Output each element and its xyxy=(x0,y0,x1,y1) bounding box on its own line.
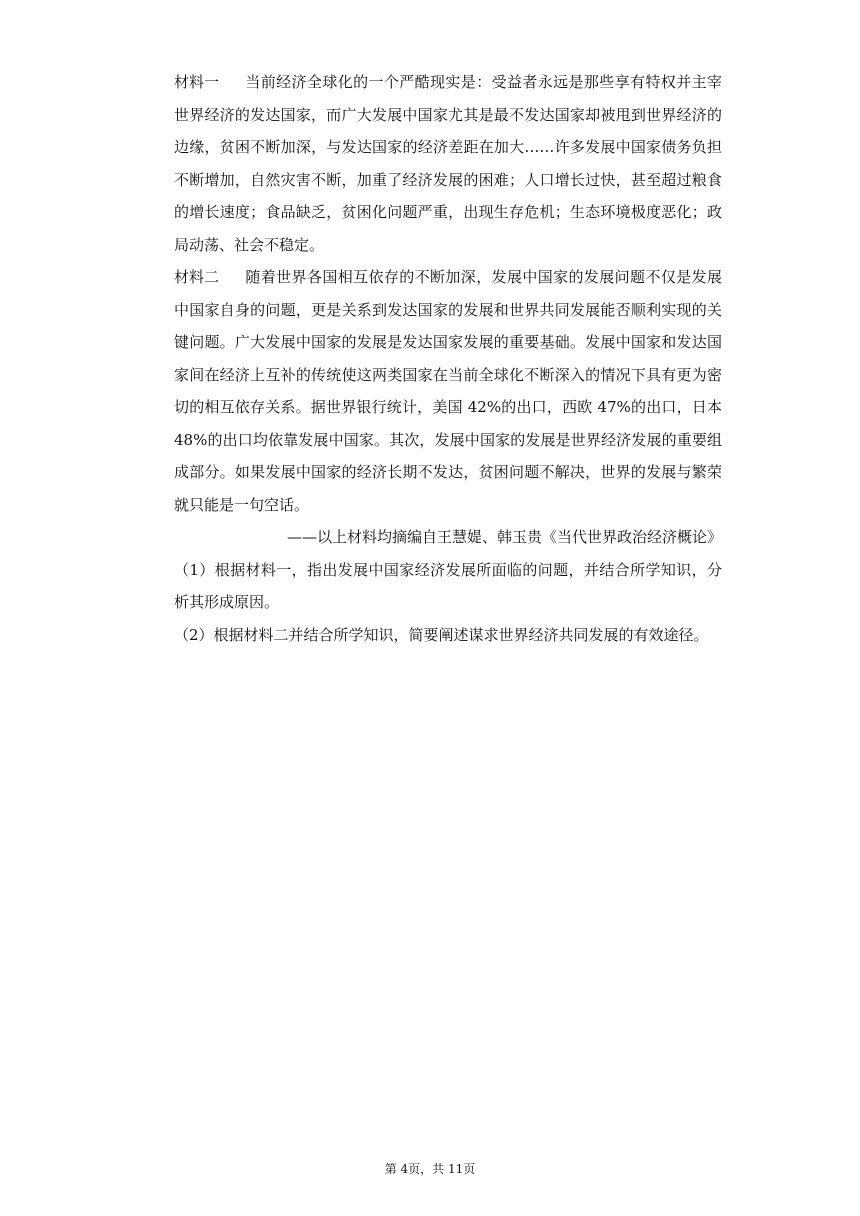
page-footer: 第 4页，共 11页 xyxy=(384,1162,476,1176)
question-1: （1）根据材料一，指出发展中国家经济发展所面临的问题，并结合所学知识，分析其形成原因。 xyxy=(174,560,722,611)
material-two-paragraph xyxy=(174,261,722,521)
question-2: （2）根据材料二并结合所学知识，简要阐述谋求世界经济共同发展的有效途径。 xyxy=(174,625,709,644)
material-one-text: 当前经济全球化的一个严酷现实是：受益者永远是那些享有特权并主宰世界经济的发达国家，而广大发展中国家尤其是最不发达国家却被甩到世界经济的边缘，贫困不断加深，与发达国家的经济差距在加大……许多发展中国家债务负担不断增加，自然灾害不断，加重了经济发展的困难；人口增长过快，甚至超过粮食的增长速度；食品缺乏，贫困化问题严重，出现生存危机；生态环境极度恶化；政局动荡、社会不稳定。 xyxy=(174,73,722,254)
document-body xyxy=(174,66,722,651)
source-attribution: ——以上材料均摘编自王慧媞、韩玉贵《当代世界政治经济概论》 xyxy=(286,528,722,546)
material-one-label: 材料一 xyxy=(174,73,220,91)
material-two-text: 随着世界各国相互依存的不断加深，发展中国家的发展问题不仅是发展中国家自身的问题，更是关系到发达国家的发展和世界共同发展能否顺利实现的关键问题。广大发展中国家的发展是发达国家发展的重要基础。发展中国家和发达国家间在经济上互补的传统使这两类国家在当前全球化不断深入的情况下具有更为密切的相互依存关系。据世界银行统计，美国 42%的出口，西欧 47%的出口，日本 48%的出口均依靠发展中国家。其次，发展中国家的发展是世界经济发展的重要组成部分。如果发展中国家的经济长期不发达，贫困问题不解决，世界的发展与繁荣就只能是一句空话。 xyxy=(174,268,722,514)
material-two-label: 材料二 xyxy=(174,268,220,286)
material-one-paragraph xyxy=(174,66,722,261)
